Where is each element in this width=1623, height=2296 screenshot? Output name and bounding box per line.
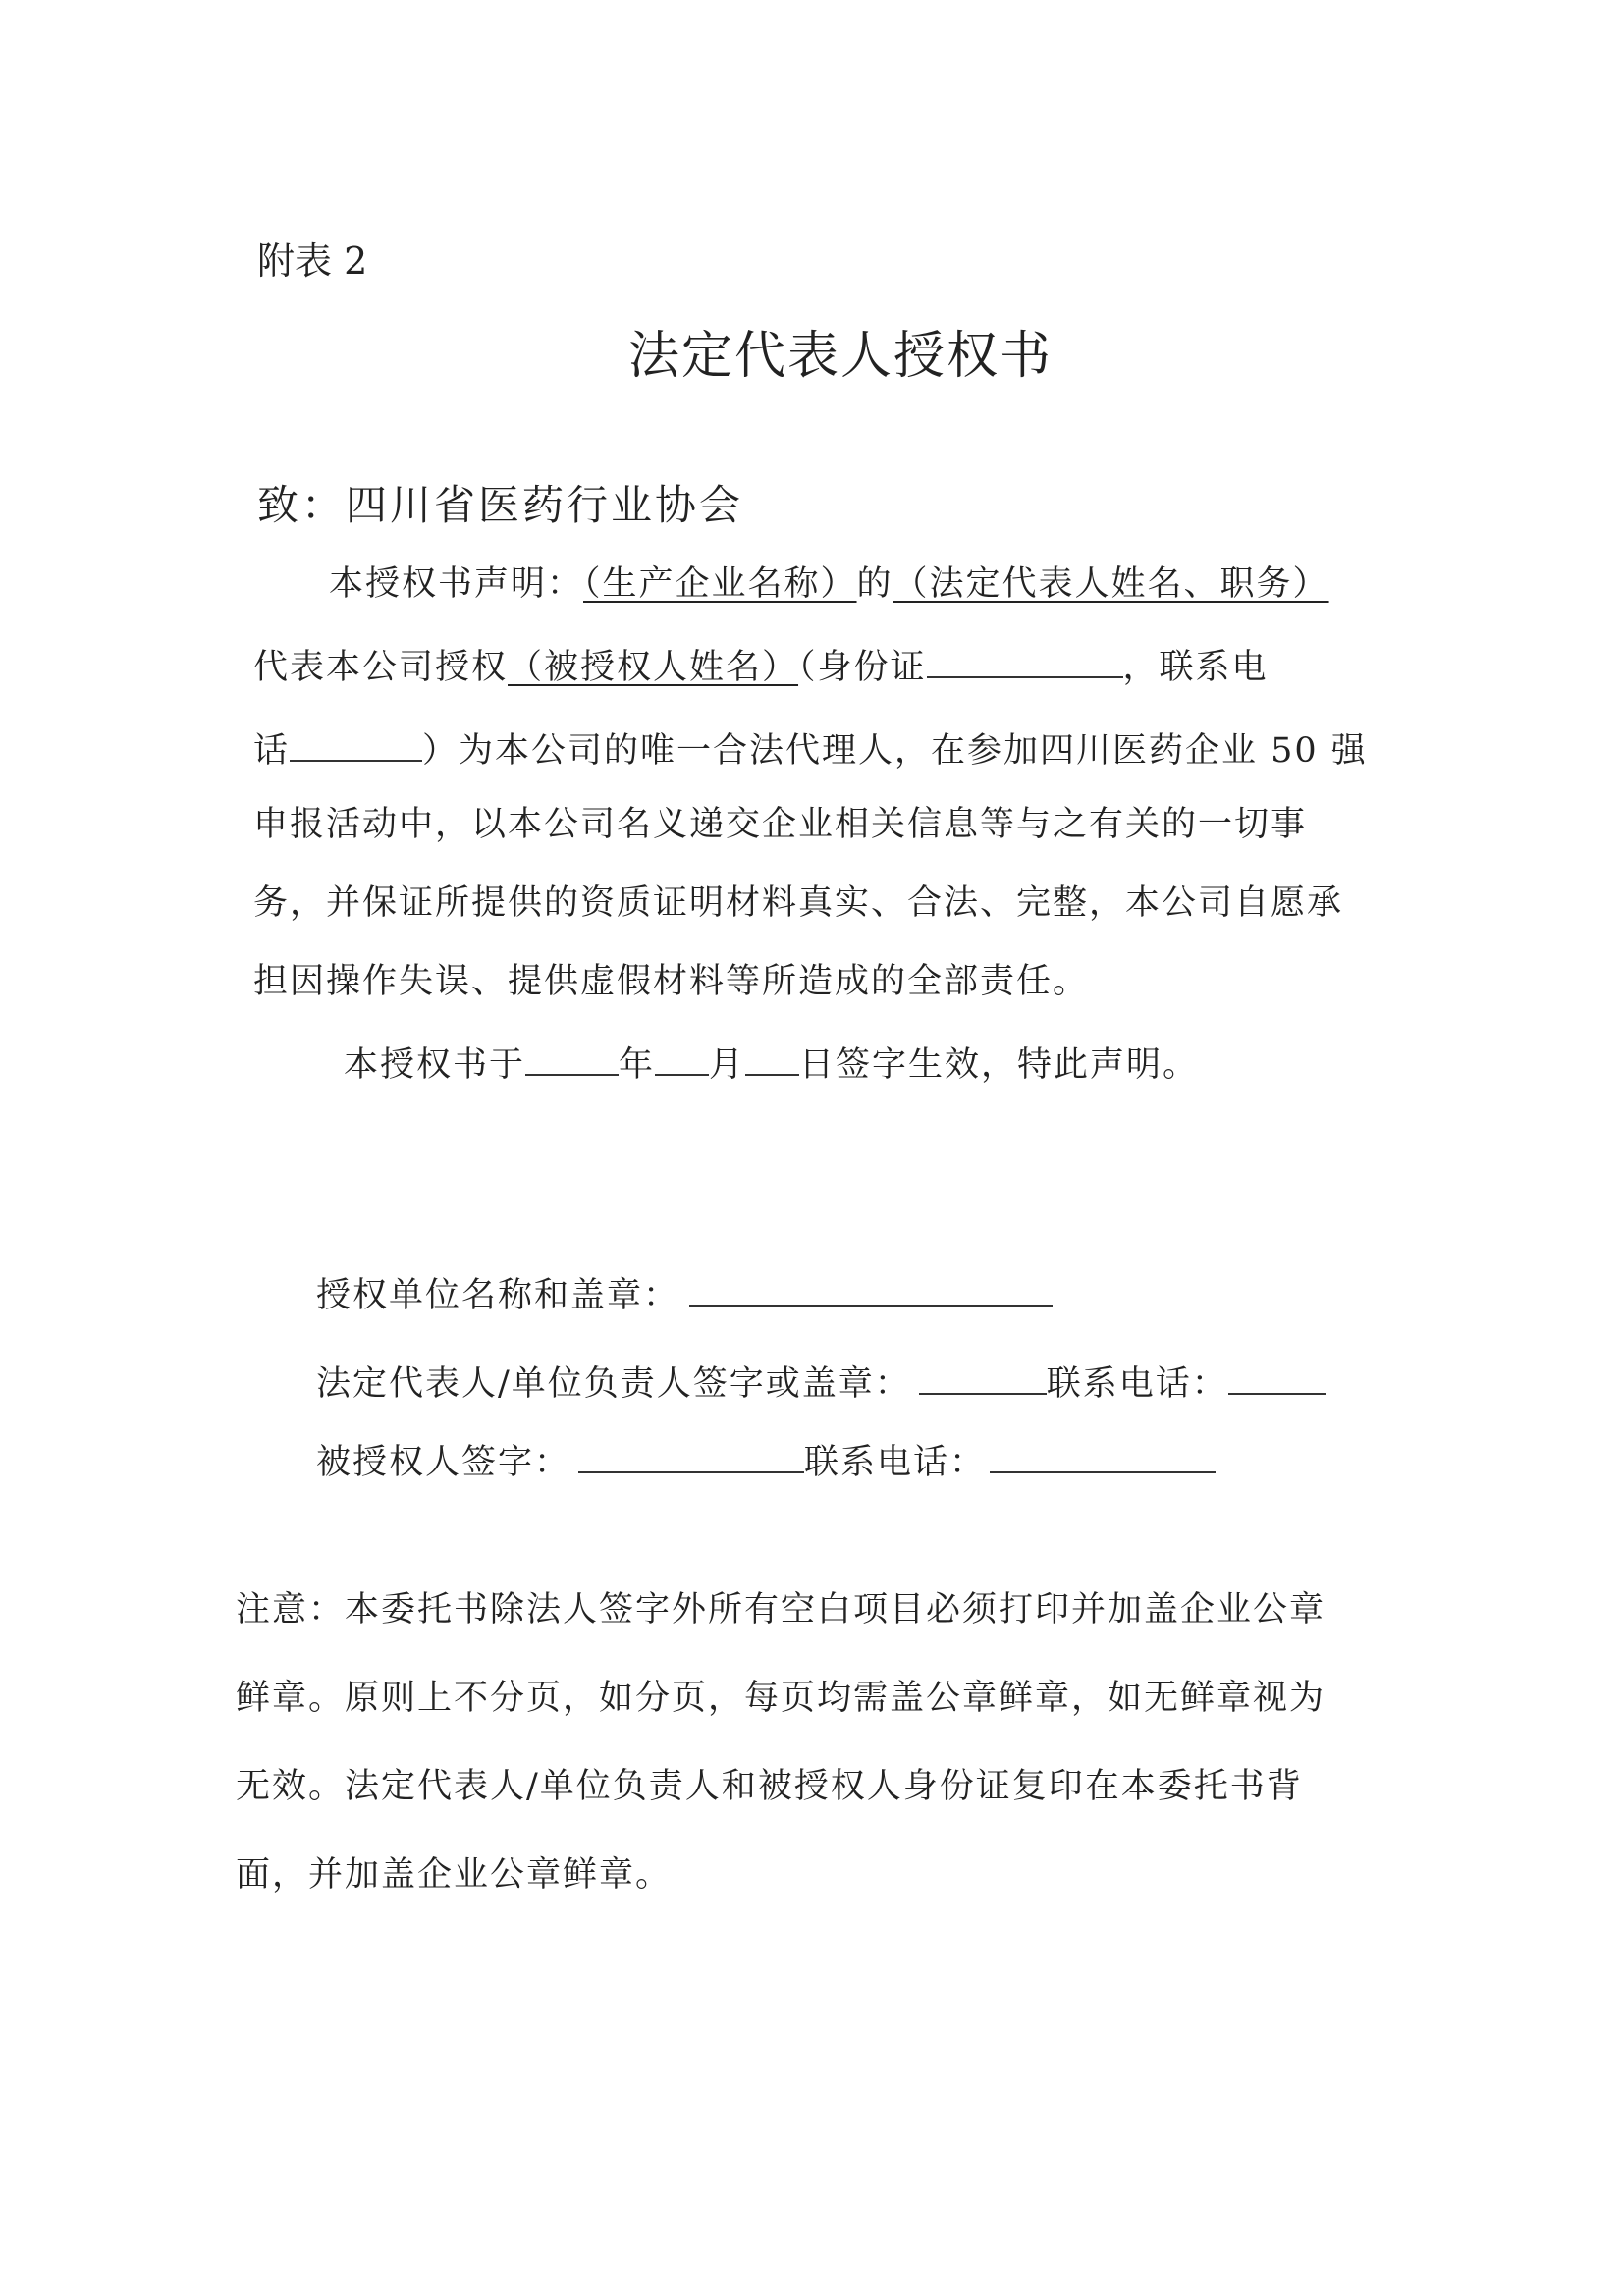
day-label: 日签字生效，特此声明。 <box>799 1045 1200 1085</box>
year-label: 年 <box>619 1045 656 1085</box>
org-seal-line <box>316 1271 1053 1315</box>
id-number-blank[interactable] <box>927 643 1123 678</box>
statement-line-4: 申报活动中，以本公司名义递交企业相关信息等与之有关的一切事 <box>253 805 1308 844</box>
month-label: 月 <box>709 1045 746 1085</box>
year-blank[interactable] <box>525 1041 619 1076</box>
id-label: （身份证 <box>798 648 927 687</box>
attachment-label: 附表 2 <box>257 240 368 283</box>
statement-line-1 <box>329 564 1329 604</box>
grantee-sign-label: 被授权人签字： <box>316 1443 571 1482</box>
org-seal-label: 授权单位名称和盖章： <box>316 1276 680 1315</box>
statement-de: 的 <box>856 564 893 604</box>
phone-label-b: 话 <box>253 731 291 771</box>
legal-rep-field[interactable]: （法定代表人姓名、职务） <box>893 564 1329 604</box>
day-blank[interactable] <box>745 1041 799 1076</box>
month-blank[interactable] <box>655 1041 709 1076</box>
statement-line-5: 务，并保证所提供的资质证明材料真实、合法、完整，本公司自愿承 <box>253 883 1344 923</box>
org-seal-blank[interactable] <box>689 1271 1053 1307</box>
grantee-sign-phone-blank[interactable] <box>990 1438 1216 1473</box>
grantee-sign-blank[interactable] <box>578 1438 804 1473</box>
grantee-sign-line <box>316 1438 1216 1482</box>
notice-line-3: 无效。法定代表人/单位负责人和被授权人身份证复印在本委托书背 <box>236 1767 1303 1806</box>
company-name-field[interactable]: （生产企业名称） <box>583 564 857 604</box>
grantee-phone-blank[interactable] <box>290 726 422 762</box>
statement-line2-a: 代表本公司授权 <box>253 648 509 687</box>
notice-line-4: 面，并加盖企业公章鲜章。 <box>236 1855 673 1895</box>
statement-line-2 <box>253 643 1269 687</box>
grantee-phone-label: 联系电话： <box>804 1443 987 1482</box>
statement-intro: 本授权书声明： <box>329 564 584 604</box>
notice-line-1: 注意：本委托书除法人签字外所有空白项目必须打印并加盖企业公章 <box>236 1590 1326 1629</box>
rep-phone-label: 联系电话： <box>1046 1364 1228 1404</box>
rep-sign-label: 法定代表人/单位负责人签字或盖章： <box>316 1364 911 1404</box>
addressee: 致：四川省医药行业协会 <box>257 481 744 529</box>
statement-line3-rest: ）为本公司的唯一合法代理人，在参加四川医药企业 50 强 <box>422 731 1368 771</box>
statement-line-3 <box>253 726 1368 771</box>
statement-line-6: 担因操作失误、提供虚假材料等所造成的全部责任。 <box>253 962 1090 1001</box>
rep-sign-line <box>316 1360 1326 1404</box>
effective-date-line <box>344 1041 1199 1085</box>
notice-line-2: 鲜章。原则上不分页，如分页，每页均需盖公章鲜章，如无鲜章视为 <box>236 1679 1326 1718</box>
grantee-name-field[interactable]: （被授权人姓名） <box>508 648 799 687</box>
phone-label-a: ，联系电 <box>1122 648 1269 687</box>
rep-phone-blank[interactable] <box>1228 1360 1326 1395</box>
rep-sign-blank[interactable] <box>919 1360 1047 1395</box>
effective-prefix: 本授权书于 <box>344 1045 526 1085</box>
document-title: 法定代表人授权书 <box>628 327 1054 386</box>
